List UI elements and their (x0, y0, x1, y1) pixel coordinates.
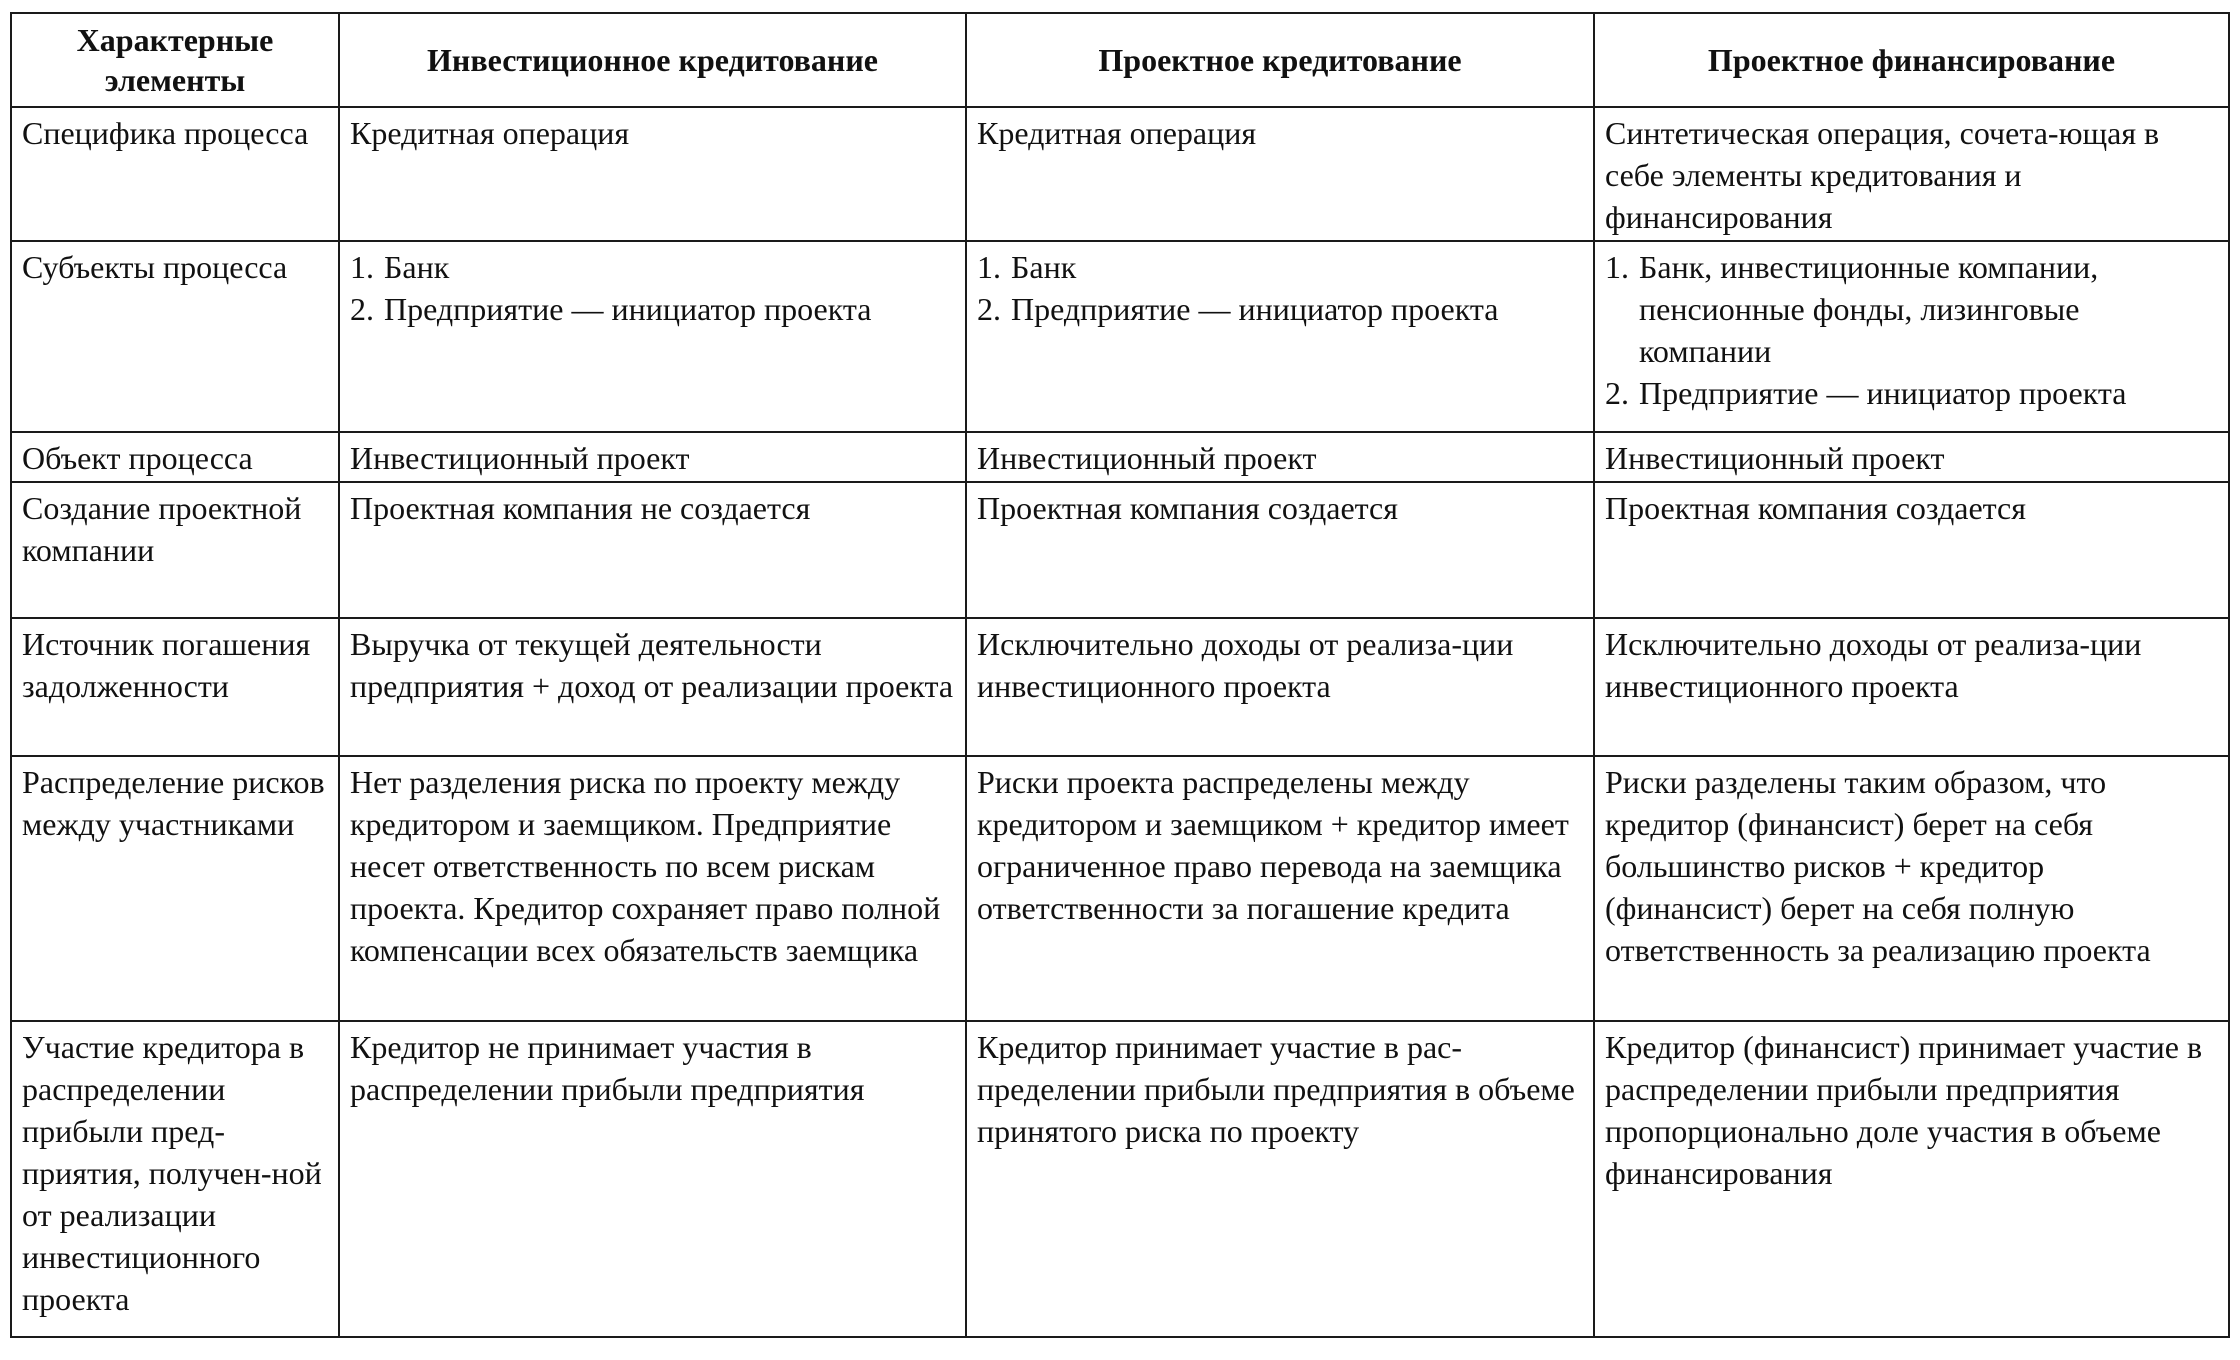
cell-investment-crediting: Проектная компания не создается (339, 482, 966, 618)
cell-project-financing: Синтетическая операция, сочета-ющая в себе элементы кредитования и финансирования (1594, 107, 2229, 241)
cell-project-financing: Проектная компания создается (1594, 482, 2229, 618)
row-label: Субъекты процесса (11, 241, 339, 432)
row-label: Источник погашения задолженности (11, 618, 339, 756)
table-row (11, 1021, 2229, 1337)
cell-investment-crediting (339, 241, 966, 432)
cell-project-crediting: Кредитная операция (966, 107, 1594, 241)
header-investment-crediting: Инвестиционное кредитование (339, 13, 966, 107)
list-item: 2. Предприятие — инициатор проекта (350, 291, 872, 327)
list-item: 1. Банк, инвестиционные компании, пенсионные фонды, лизинговые компании (1605, 249, 2099, 369)
row-label: Распределение рисков между участниками (11, 756, 339, 1021)
cell-project-financing: Риски разделены таким образом, что кредитор (финансист) берет на себя большинство рисков + кредитор (финансист) берет на себя полную ответственность за реализацию проекта (1594, 756, 2229, 1021)
table-row (11, 482, 2229, 618)
cell-investment-crediting: Выручка от текущей деятельности предприятия + доход от реализации проекта (339, 618, 966, 756)
table-row (11, 618, 2229, 756)
cell-investment-crediting: Инвестиционный проект (339, 432, 966, 482)
cell-investment-crediting: Нет разделения риска по проекту между кредитором и заемщиком. Предприятие несет ответственность по всем рискам проекта. Кредитор сохраняет право полной компенсации всех обязательств заемщика (339, 756, 966, 1021)
numbered-list (977, 246, 1583, 330)
comparison-table (10, 12, 2230, 1338)
cell-investment-crediting: Кредитор не принимает участия в распределении прибыли предприятия (339, 1021, 966, 1337)
numbered-list (1605, 246, 2218, 414)
list-item: 2. Предприятие — инициатор проекта (1605, 375, 2127, 411)
header-project-financing: Проектное финансирование (1594, 13, 2229, 107)
header-characteristic-elements: Характерные элементы (11, 13, 339, 107)
row-label: Участие кредитора в распределении прибыли пред-приятия, получен-ной от реализации инвестиционного проекта (11, 1021, 339, 1337)
cell-project-financing: Исключительно доходы от реализа-ции инвестиционного проекта (1594, 618, 2229, 756)
numbered-list (350, 246, 955, 330)
cell-project-crediting: Исключительно доходы от реализа-ции инвестиционного проекта (966, 618, 1594, 756)
cell-project-crediting: Кредитор принимает участие в рас-пределении прибыли предприятия в объеме принятого риска по проекту (966, 1021, 1594, 1337)
list-item: 2. Предприятие — инициатор проекта (977, 291, 1499, 327)
cell-investment-crediting: Кредитная операция (339, 107, 966, 241)
cell-project-financing: Инвестиционный проект (1594, 432, 2229, 482)
cell-project-financing (1594, 241, 2229, 432)
cell-project-crediting: Проектная компания создается (966, 482, 1594, 618)
cell-project-financing: Кредитор (финансист) принимает участие в распределении прибыли предприятия пропорционально доле участия в объеме финансирования (1594, 1021, 2229, 1337)
cell-project-crediting: Инвестиционный проект (966, 432, 1594, 482)
header-project-crediting: Проектное кредитование (966, 13, 1594, 107)
cell-project-crediting: Риски проекта распределены между кредитором и заемщиком + кредитор имеет ограниченное право перевода на заемщика ответственности за погашение кредита (966, 756, 1594, 1021)
table-row (11, 241, 2229, 432)
row-label: Объект процесса (11, 432, 339, 482)
list-item: 1. Банк (977, 249, 1077, 285)
table-row (11, 756, 2229, 1021)
row-label: Создание проектной компании (11, 482, 339, 618)
table-row (11, 107, 2229, 241)
cell-project-crediting (966, 241, 1594, 432)
table-row (11, 432, 2229, 482)
header-row (11, 13, 2229, 107)
list-item: 1. Банк (350, 249, 450, 285)
row-label: Специфика процесса (11, 107, 339, 241)
